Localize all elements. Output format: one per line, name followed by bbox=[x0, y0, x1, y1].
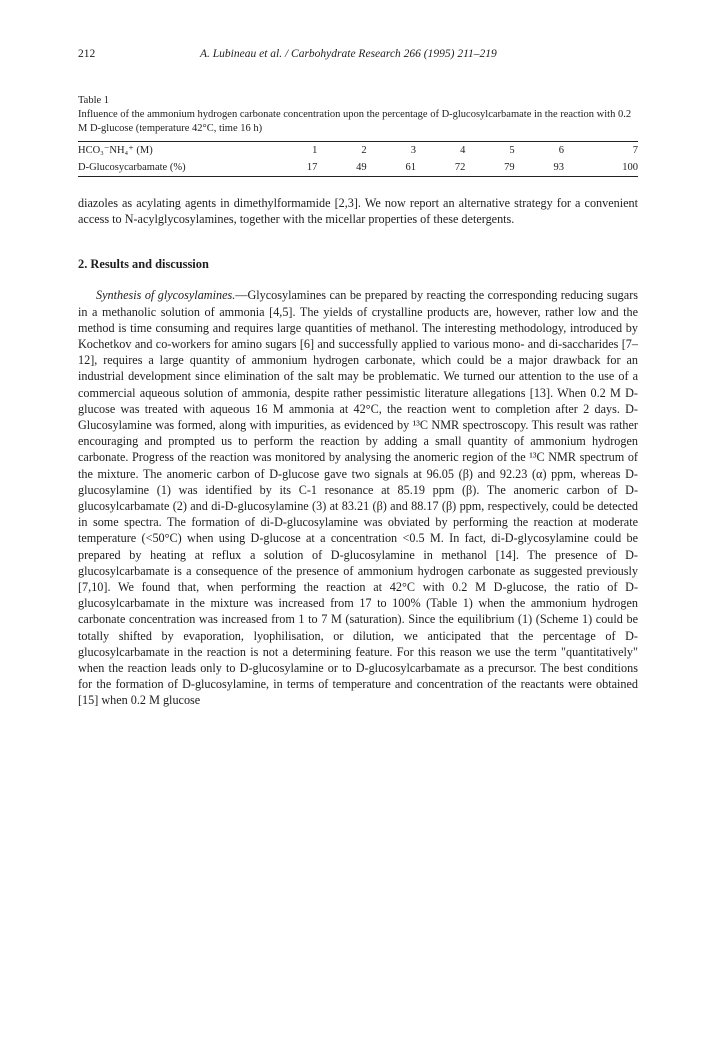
running-head bbox=[78, 48, 638, 70]
table-cell: 17 bbox=[306, 162, 318, 173]
table-label: Table 1 bbox=[78, 95, 110, 106]
table-cell: 1 bbox=[312, 145, 318, 156]
intro-paragraph: diazoles as acylating agents in dimethylformamide [2,3]. We now report an alternative strategy for a convenient access to N-acylglycosylamines, together with the micellar properties of these detergents. bbox=[78, 196, 638, 227]
runin-title: Synthesis of glycosylamines. bbox=[96, 288, 236, 303]
table-cell: 6 bbox=[558, 145, 564, 156]
page-number: 212 bbox=[78, 48, 96, 60]
table-cell: 100 bbox=[622, 162, 638, 173]
journal-reference: A. Lubineau et al. / Carbohydrate Research 266 (1995) 211–219 bbox=[200, 48, 497, 60]
table-cell: 49 bbox=[356, 162, 367, 173]
table-block bbox=[78, 94, 638, 177]
table-caption: Influence of the ammonium hydrogen carbonate concentration upon the percentage of D-glucosylcarbamate in the reaction with 0.2 M D-glucose (temperature 42°C, time 16 h) bbox=[78, 109, 632, 134]
table-cell: 93 bbox=[553, 162, 564, 173]
table-row bbox=[78, 159, 638, 177]
results-paragraph bbox=[78, 287, 638, 708]
table-cell: 7 bbox=[632, 145, 638, 156]
table-row bbox=[78, 142, 638, 160]
runin-dash: — bbox=[235, 288, 248, 303]
row-label: D-Glucosycarbamate (%) bbox=[78, 162, 186, 173]
table-cell: 72 bbox=[454, 162, 466, 173]
paragraph-text: Glycosylamines can be prepared by reacting the corresponding reducing sugars in a methanolic solution of ammonia [4,5]. The yields of crystalline products are, however, rather low and the method is time consuming and requires large quantities of methanol. The interesting methodology, introduced by Kochetkov and co-workers for amino sugars [6] and successfully applied to various mono- and di-saccharides [7–12], requires a large quantity of ammonium hydrogen carbonate, which could be a major drawback for an industrial development since elimination of the salt may be problematic. We turned our attention to the use of a commercial aqueous solution of ammonia, despite rather pessimistic literature allegations [13]. When 0.2 M D-glucose was treated with aqueous 16 M ammonia at 42°C, the reaction went to completion after 2 days. D-Glucosylamine was formed, along with impurities, as evidenced by ¹³C NMR spectroscopy. This result was rather encouraging and prompted us to perform the reaction by adding a small quantity of ammonium hydrogen carbonate. Progress of the reaction was monitored by analysing the anomeric region of the ¹³C NMR spectrum of the mixture. The anomeric carbon of D-glucose gave two signals at 96.05 (β) and 92.23 (α) ppm, whereas D-glucosylamine (1) was identified by its C-1 resonance at 85.19 ppm (β). The anomeric carbon of D-glucosylcarbamate (2) and di-D-glucosylamine (3) at 83.21 (β) and 88.17 (β) ppm, respectively, could be detected in some spectra. The formation of di-D-glucosylamine was obviated by performing the reaction at moderate temperature (<50°C) when using D-glucose at a concentration <0.5 M. In fact, di-D-glycosylamine could be prepared by heating at reflux a solution of D-glucosylamine in methanol [14]. The presence of D-glucosylcarbamate is a consequence of the presence of ammonium hydrogen carbonate as suggested previously [7,10]. We found that, when performing the reaction at 42°C with 0.2 M D-glucose, the ratio of D-glucosylcarbamate in the mixture was increased from 17 to 100% (Table 1) when the ammonium hydrogen carbonate concentration was increased from 1 to 7 M (saturation). Since the equilibrium (1) (Scheme 1) could be totally shifted by evaporation, lyophilisation, or dilution, we anticipated that the percentage of D-glucosylcarbamate in the reaction is not a determining feature. For this reason we use the term "quantitatively" when the reaction leads only to D-glucosylamine or to D-glucosylcarbamate as a precursor. The best conditions for the formation of D-glucosylamine, in terms of temperature and concentration of the reactants were obtained [15] when 0.2 M glucose bbox=[78, 288, 638, 708]
table-cell: 3 bbox=[410, 145, 416, 156]
table-cell: 79 bbox=[504, 162, 515, 173]
table-cell: 4 bbox=[460, 145, 466, 156]
table-cell: 5 bbox=[509, 145, 515, 156]
data-table bbox=[78, 141, 638, 177]
row-label: HCO₃⁻NH₄⁺ (M) bbox=[78, 145, 153, 156]
table-cell: 2 bbox=[361, 145, 367, 156]
table-cell: 61 bbox=[405, 162, 416, 173]
section-heading: 2. Results and discussion bbox=[78, 257, 209, 272]
paper-page bbox=[78, 48, 638, 721]
